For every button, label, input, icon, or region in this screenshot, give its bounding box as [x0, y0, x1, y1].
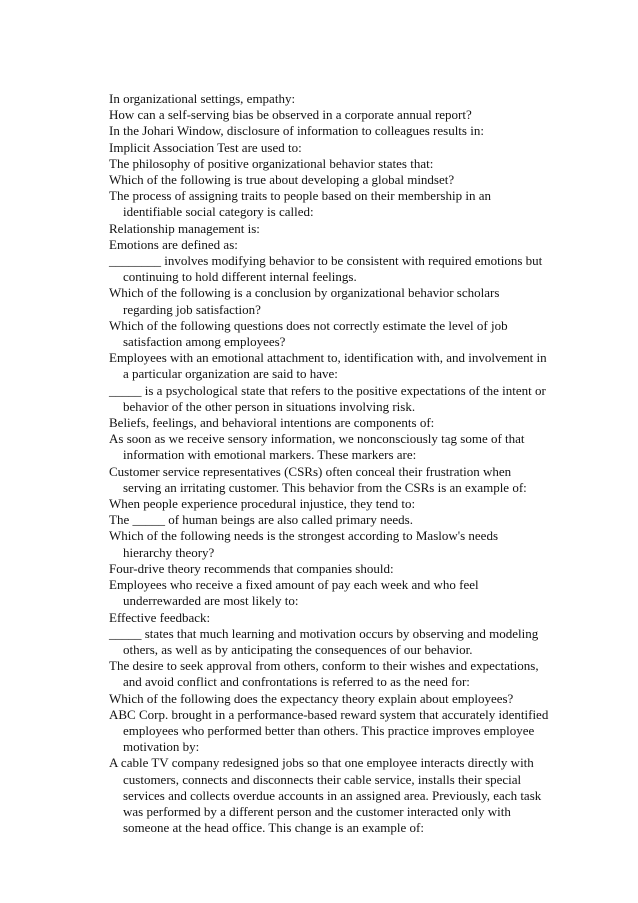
question-item: The philosophy of positive organizational behavior states that:: [109, 155, 434, 171]
question-item: _____ is a psychological state that refers to the positive expectations of the intent or behavior of the other person in situations involving risk.: [109, 382, 546, 414]
question-item: ________ involves modifying behavior to be consistent with required emotions but continuing to hold different internal feelings.: [109, 253, 543, 285]
question-item: The process of assigning traits to people based on their membership in an identifiable social category is called:: [109, 188, 491, 220]
question-item: Relationship management is:: [109, 220, 260, 236]
question-item: Which of the following is true about developing a global mindset?: [109, 172, 455, 188]
question-item: Which of the following is a conclusion by organizational behavior scholars regarding job satisfaction?: [109, 285, 500, 317]
question-item: Implicit Association Test are used to:: [109, 139, 302, 155]
question-item: Customer service representatives (CSRs) often conceal their frustration when serving an irritating customer. This behavior from the CSRs is an example of:: [109, 463, 527, 495]
question-item: Beliefs, feelings, and behavioral intentions are components of:: [109, 415, 435, 431]
question-item: Which of the following does the expectancy theory explain about employees?: [109, 690, 514, 706]
question-item: A cable TV company redesigned jobs so that one employee interacts directly with customers, connects and disconnects their cable service, installs their special services and collects overdue accounts in an assigned area. Previously, each task was performed by a different person and the customer interacted only with someone at the head office. This change is an example of:: [109, 755, 542, 836]
question-item: Which of the following needs is the strongest according to Maslow's needs hierarchy theory?: [109, 528, 499, 560]
question-item: Emotions are defined as:: [109, 236, 238, 252]
question-item: Which of the following questions does not correctly estimate the level of job satisfaction among employees?: [109, 317, 508, 350]
question-item: The desire to seek approval from others, conform to their wishes and expectations, and avoid conflict and confrontations is referred to as the need for:: [109, 658, 539, 690]
question-item: In the Johari Window, disclosure of information to colleagues results in:: [109, 123, 484, 139]
question-list: [109, 91, 549, 836]
question-item: _____ states that much learning and motivation occurs by observing and modeling others, as well as by anticipating the consequences of our behavior.: [109, 625, 539, 657]
question-item: ABC Corp. brought in a performance-based reward system that accurately identified employees who performed better than others. This practice improves employee motivation by:: [109, 706, 549, 755]
question-item: Four-drive theory recommends that companies should:: [109, 560, 394, 576]
question-item: Effective feedback:: [109, 609, 211, 625]
question-item: When people experience procedural injustice, they tend to:: [109, 496, 416, 512]
question-item: How can a self-serving bias be observed in a corporate annual report?: [109, 107, 472, 123]
question-item: Employees who receive a fixed amount of pay each week and who feel underrewarded are most likely to:: [109, 577, 479, 609]
question-item: The _____ of human beings are also called primary needs.: [109, 512, 413, 528]
question-item: As soon as we receive sensory information, we nonconsciously tag some of that information with emotional markers. These markers are:: [109, 431, 525, 463]
question-item: In organizational settings, empathy:: [109, 91, 296, 106]
question-item: Employees with an emotional attachment to, identification with, and involvement in a particular organization are said to have:: [109, 350, 547, 382]
